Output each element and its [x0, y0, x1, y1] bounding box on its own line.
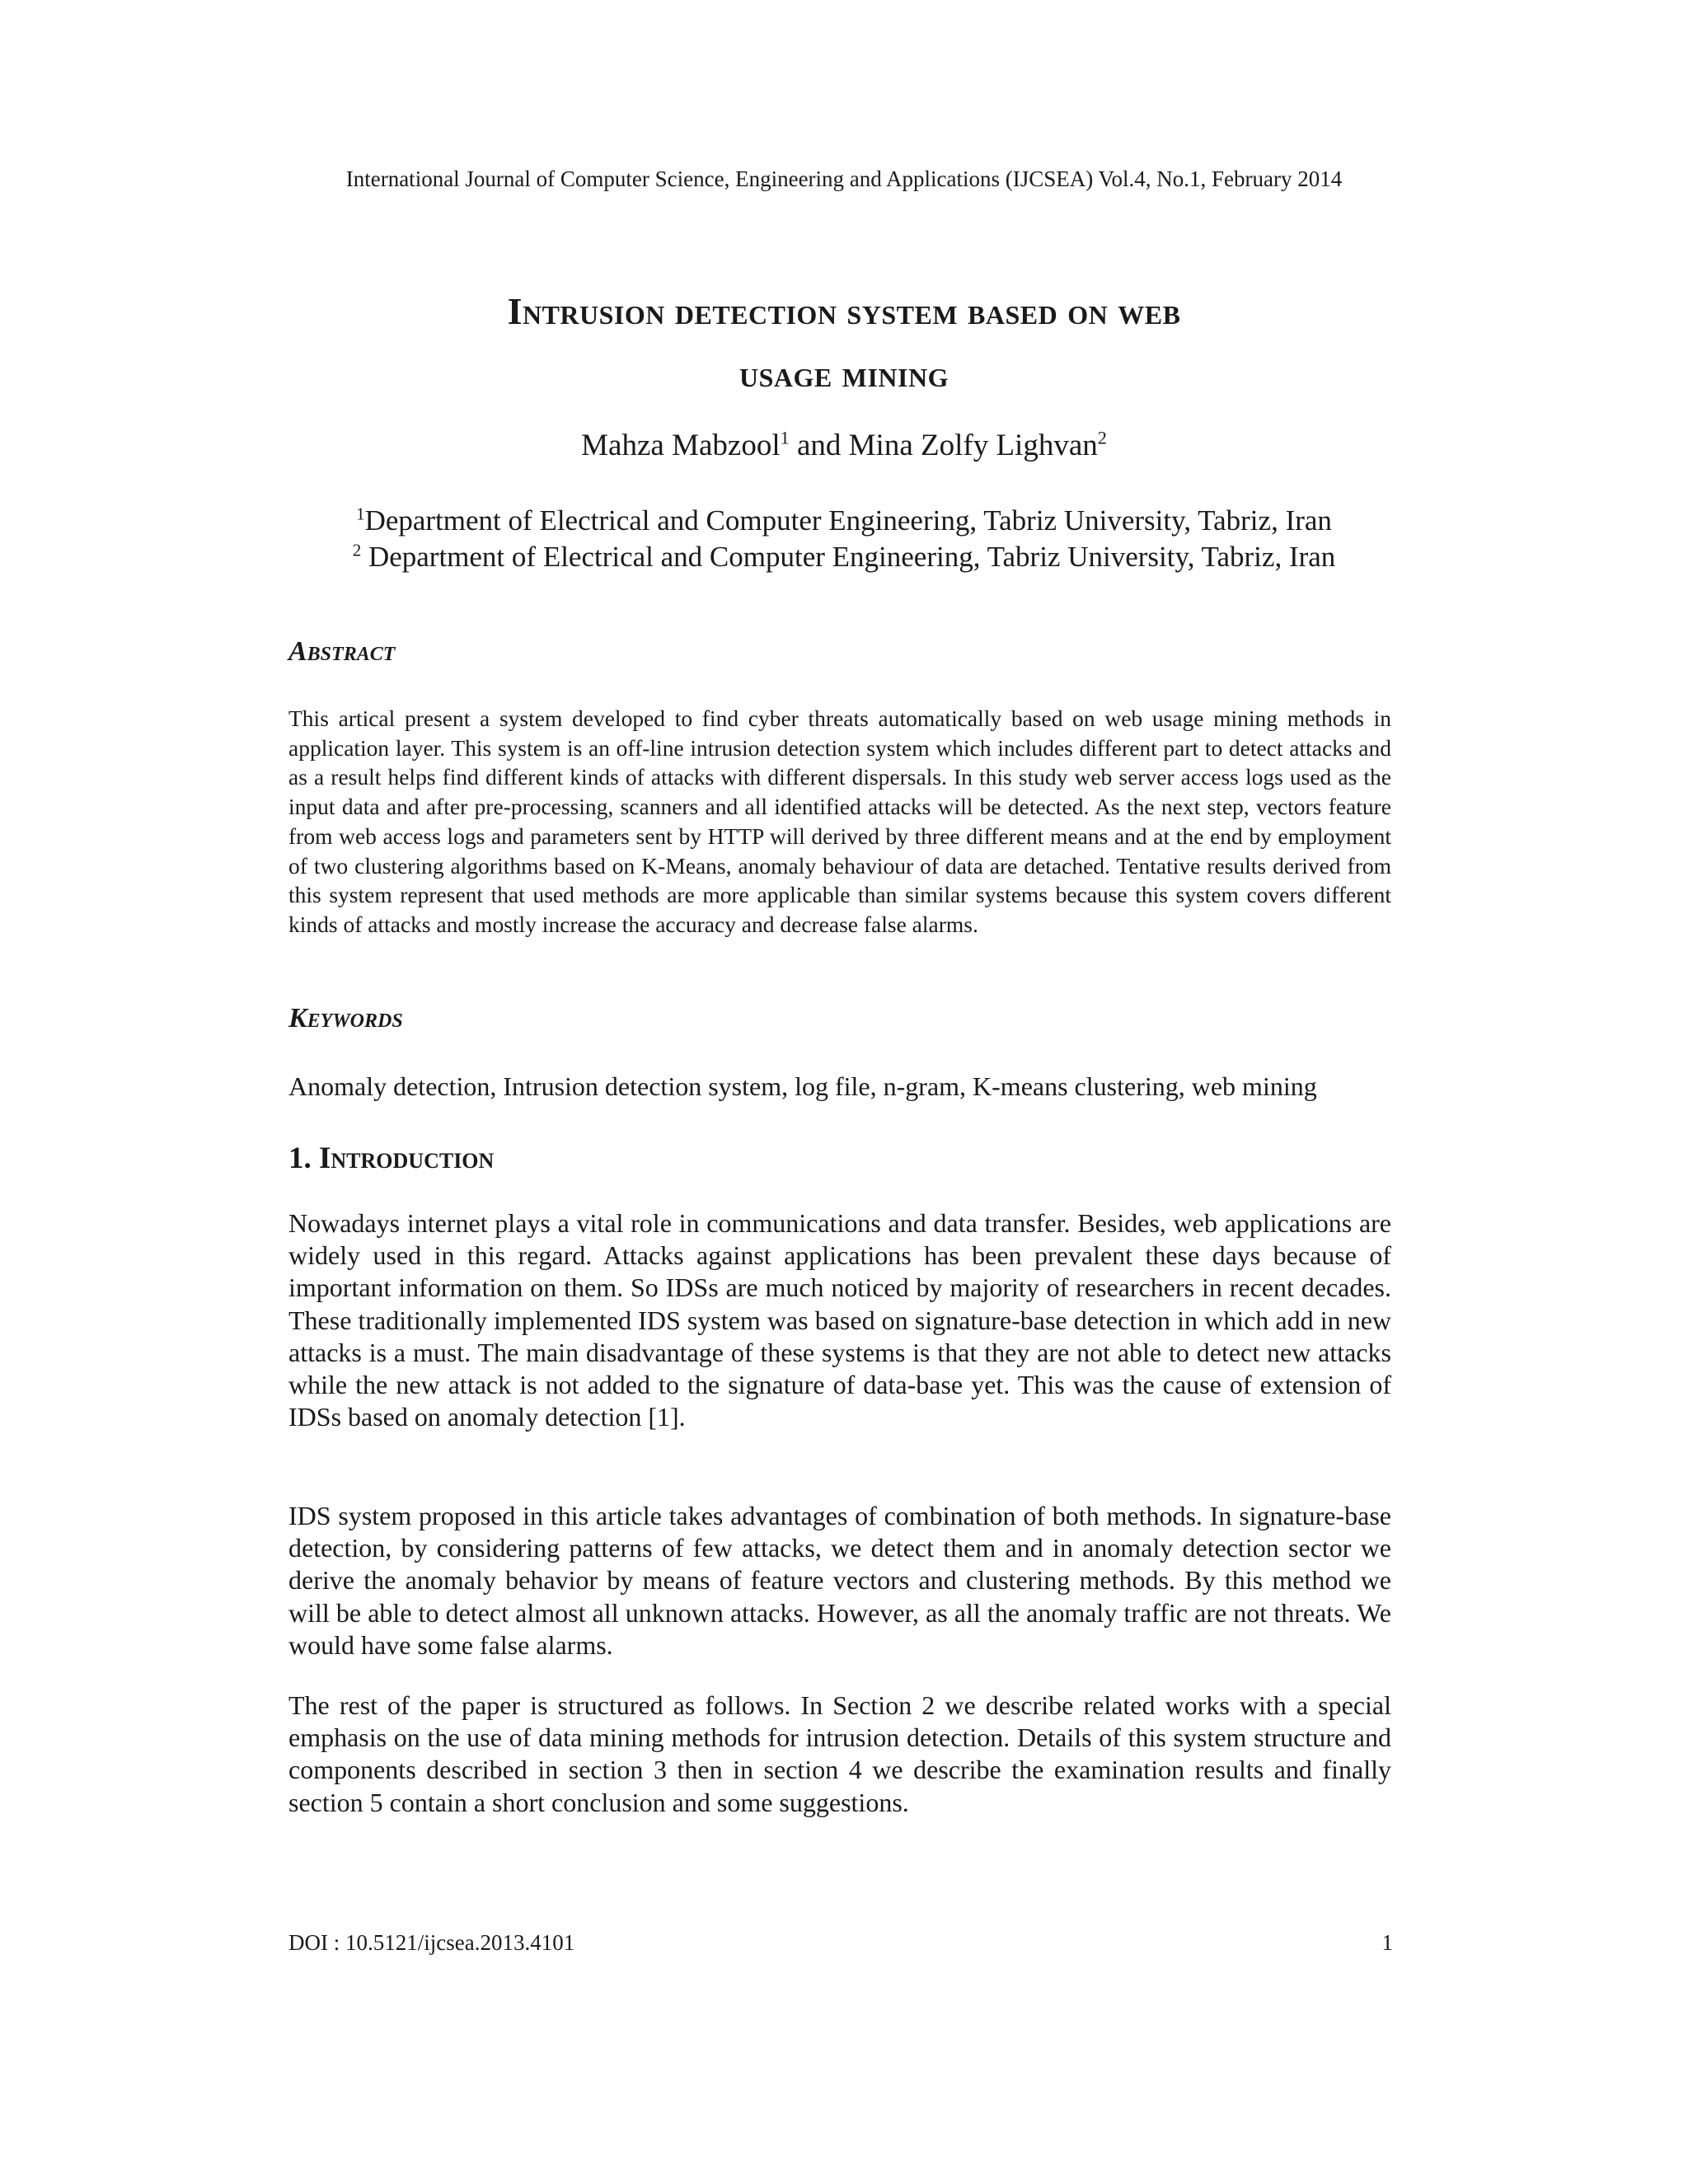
- title-line-2: usage mining: [739, 353, 949, 395]
- affiliation-line: [0, 503, 1688, 539]
- introduction-paragraph: IDS system proposed in this article takes advantages of combination of both methods. In signature-base detection, by considering patterns of few attacks, we detect them and in anomaly detection sector we derive the anomaly behavior by means of feature vectors and clustering methods. By this method we will be able to detect almost all unknown attacks. However, as all the anomaly traffic are not threats. We would have some false alarms.: [288, 1501, 1391, 1660]
- author-connector: and: [789, 429, 849, 462]
- author-name: Mahza Mabzool: [581, 429, 781, 462]
- author-affiliation-marker: 1: [780, 427, 790, 448]
- abstract-heading: Abstract: [288, 636, 396, 667]
- journal-header: International Journal of Computer Science, Engineering and Applications (IJCSEA) Vol.4, No.1, February 2014: [345, 166, 1343, 191]
- keywords-heading: Keywords: [288, 1003, 403, 1033]
- page-number: 1: [1381, 1930, 1393, 1955]
- author-affiliation-marker: 2: [1097, 427, 1107, 448]
- author-list: [0, 427, 1688, 465]
- affiliation-marker: 1: [356, 504, 365, 524]
- affiliation-list: [0, 503, 1688, 575]
- affiliation-text: Department of Electrical and Computer Engineering, Tabriz University, Tabriz, Iran: [364, 504, 1332, 537]
- introduction-paragraph: The rest of the paper is structured as follows. In Section 2 we describe related works with a special emphasis on the use of data mining methods for intrusion detection. Details of this system structure and components described in section 3 then in section 4 we describe the examination results and finally section 5 contain a short conclusion and some suggestions.: [288, 1690, 1391, 1817]
- affiliation-marker: 2: [352, 540, 362, 560]
- affiliation-text: Department of Electrical and Computer Engineering, Tabriz University, Tabriz, Iran: [361, 541, 1336, 573]
- doi-footer: DOI : 10.5121/ijcsea.2013.4101: [288, 1930, 575, 1955]
- introduction-heading: 1. Introduction: [288, 1141, 495, 1175]
- author-name: Mina Zolfy Lighvan: [848, 429, 1098, 462]
- paper-title: [288, 280, 1400, 405]
- title-line-1: Intrusion detection system based on web: [507, 290, 1181, 332]
- abstract-text: This artical present a system developed to find cyber threats automatically based on web usage mining methods in application layer. This system is an off-line intrusion detection system which includes different part to detect attacks and as a result helps find different kinds of attacks with different dispersals. In this study web server access logs used as the input data and after pre-processing, scanners and all identified attacks will be detected. As the next step, vectors feature from web access logs and parameters sent by HTTP will derived by three different means and at the end by employment of two clustering algorithms based on K-Means, anomaly behaviour of data are detached. Tentative results derived from this system represent that used methods are more applicable than similar systems because this system covers different kinds of attacks and mostly increase the accuracy and decrease false alarms.: [288, 705, 1391, 937]
- keywords-text: Anomaly detection, Intrusion detection system, log file, n-gram, K-means clustering, web mining: [288, 1071, 1317, 1101]
- affiliation-line: [0, 539, 1688, 575]
- introduction-paragraph: Nowadays internet plays a vital role in communications and data transfer. Besides, web applications are widely used in this regard. Attacks against applications has been prevalent these days because of important information on them. So IDSs are much noticed by majority of researchers in recent decades. These traditionally implemented IDS system was based on signature-base detection in which add in new attacks is a must. The main disadvantage of these systems is that they are not able to detect new attacks while the new attack is not added to the signature of data-base yet. This was the cause of extension of IDSs based on anomaly detection [1].: [288, 1208, 1391, 1432]
